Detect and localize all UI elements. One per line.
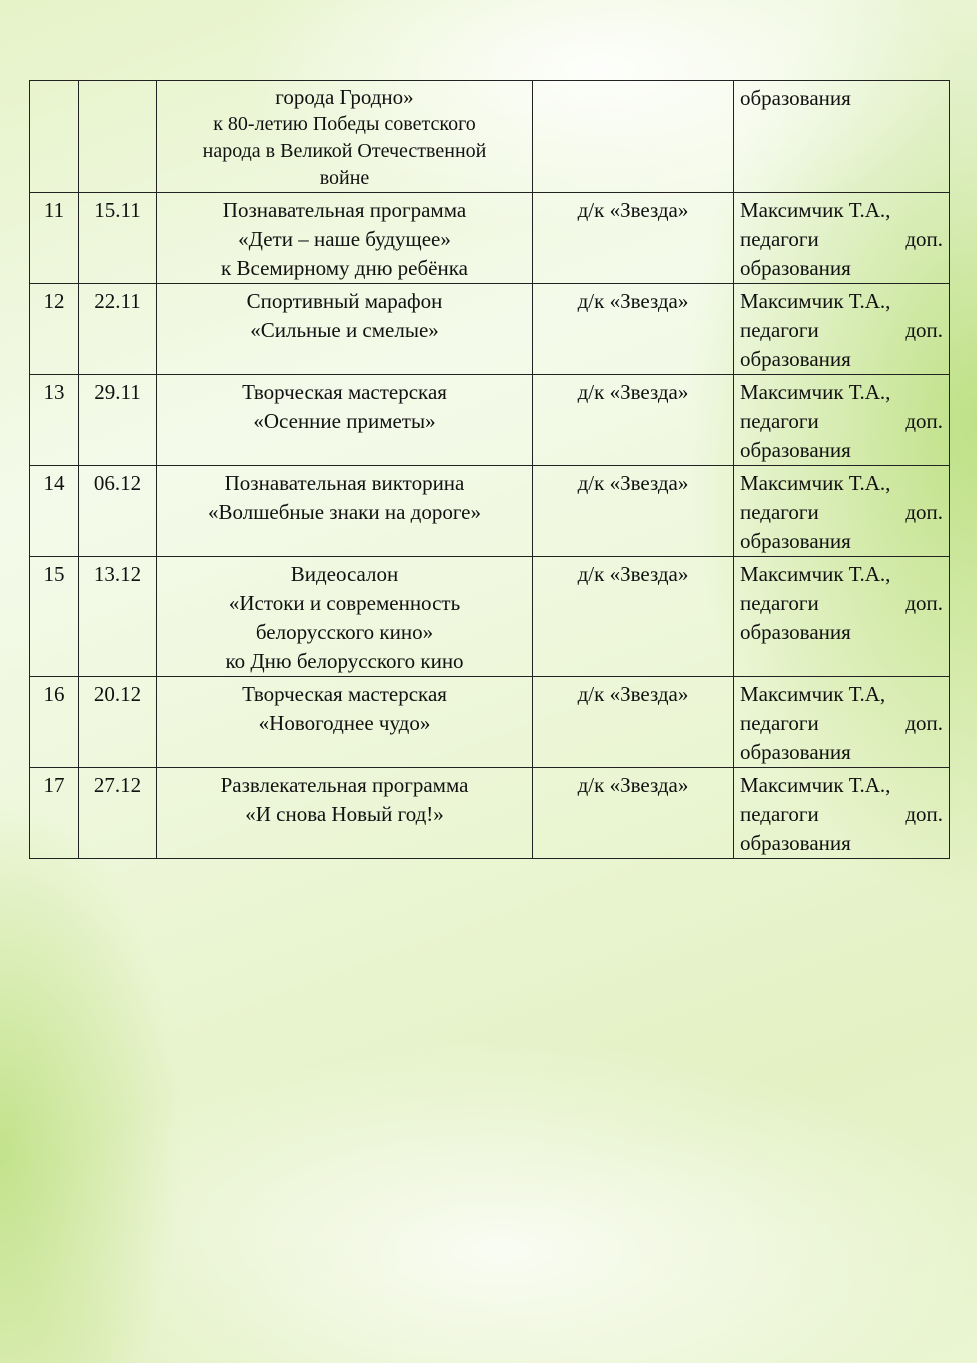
table-row [30,375,950,466]
event-line: ко Дню белорусского кино [225,649,464,673]
event-line: Видеосалон [290,562,399,586]
row-date: 06.12 [79,466,157,557]
responsible-line: Максимчик Т.А., [740,380,891,404]
event-line: войне [319,167,370,189]
event-line: Творческая мастерская [242,682,447,706]
row-date: 20.12 [79,677,157,768]
row-event [157,557,533,677]
row-place: д/к «Звезда» [533,193,734,284]
event-line: Творческая мастерская [242,380,447,404]
responsible-line: Максимчик Т.А., [740,198,891,222]
row-responsible [734,466,950,557]
event-line: к 80-летию Победы советского [213,113,476,135]
row-date: 27.12 [79,768,157,859]
responsible-line: образования [740,438,851,462]
row-responsible [734,375,950,466]
responsible-role-abbr: доп. [905,227,943,251]
table-row [30,193,950,284]
row-responsible [734,81,950,193]
event-line: «Осенние приметы» [253,409,436,433]
row-event [157,466,533,557]
row-place: д/к «Звезда» [533,284,734,375]
row-responsible [734,193,950,284]
row-event [157,768,533,859]
responsible-line: образования [740,86,851,110]
responsible-line: Максимчик Т.А., [740,289,891,313]
responsible-role-abbr: доп. [905,802,943,826]
event-line: «Истоки и современность [228,591,461,615]
row-number [30,81,79,193]
responsible-line: образования [740,740,851,764]
row-date: 15.11 [79,193,157,284]
responsible-line: Максимчик Т.А., [740,773,891,797]
events-table [29,80,950,859]
event-line: «Сильные и смелые» [250,318,439,342]
row-place: д/к «Звезда» [533,677,734,768]
responsible-role: педагоги [740,711,819,735]
event-line: города Гродно» [275,85,414,109]
event-line: народа в Великой Отечественной [202,140,487,162]
table-row [30,677,950,768]
schedule-sheet [29,80,950,859]
row-place: д/к «Звезда» [533,557,734,677]
responsible-line: образования [740,256,851,280]
responsible-role-abbr: доп. [905,409,943,433]
responsible-line: образования [740,347,851,371]
row-number: 17 [30,768,79,859]
responsible-line: Максимчик Т.А., [740,471,891,495]
row-number: 11 [30,193,79,284]
row-date: 29.11 [79,375,157,466]
row-place [533,81,734,193]
row-number: 16 [30,677,79,768]
event-line: «И снова Новый год!» [245,802,444,826]
responsible-role-abbr: доп. [905,711,943,735]
row-event [157,284,533,375]
row-number: 13 [30,375,79,466]
event-line: белорусского кино» [255,620,434,644]
responsible-line: образования [740,620,851,644]
responsible-role-abbr: доп. [905,591,943,615]
responsible-line: образования [740,831,851,855]
event-line: Познавательная викторина [224,471,465,495]
row-responsible [734,677,950,768]
responsible-role: педагоги [740,318,819,342]
row-number: 12 [30,284,79,375]
table-row [30,81,950,193]
event-line: Спортивный марафон [246,289,443,313]
row-place: д/к «Звезда» [533,375,734,466]
row-responsible [734,557,950,677]
row-event [157,677,533,768]
row-responsible [734,284,950,375]
row-number: 14 [30,466,79,557]
responsible-role: педагоги [740,227,819,251]
row-responsible [734,768,950,859]
event-line: к Всемирному дню ребёнка [221,256,468,280]
row-event [157,193,533,284]
responsible-role-abbr: доп. [905,318,943,342]
responsible-line: образования [740,529,851,553]
table-row [30,768,950,859]
row-number: 15 [30,557,79,677]
responsible-role: педагоги [740,591,819,615]
responsible-line: Максимчик Т.А., [740,562,891,586]
responsible-role: педагоги [740,802,819,826]
responsible-role: педагоги [740,500,819,524]
row-date: 22.11 [79,284,157,375]
row-date [79,81,157,193]
responsible-line: Максимчик Т.А, [740,682,886,706]
event-line: Развлекательная программа [220,773,469,797]
row-event [157,81,533,193]
row-date: 13.12 [79,557,157,677]
row-event [157,375,533,466]
row-place: д/к «Звезда» [533,466,734,557]
table-row [30,466,950,557]
row-place: д/к «Звезда» [533,768,734,859]
table-row [30,557,950,677]
event-line: «Волшебные знаки на дороге» [208,500,481,524]
responsible-role: педагоги [740,409,819,433]
responsible-role-abbr: доп. [905,500,943,524]
event-line: Познавательная программа [222,198,467,222]
table-row [30,284,950,375]
event-line: «Дети – наше будущее» [238,227,451,251]
event-line: «Новогоднее чудо» [258,711,431,735]
